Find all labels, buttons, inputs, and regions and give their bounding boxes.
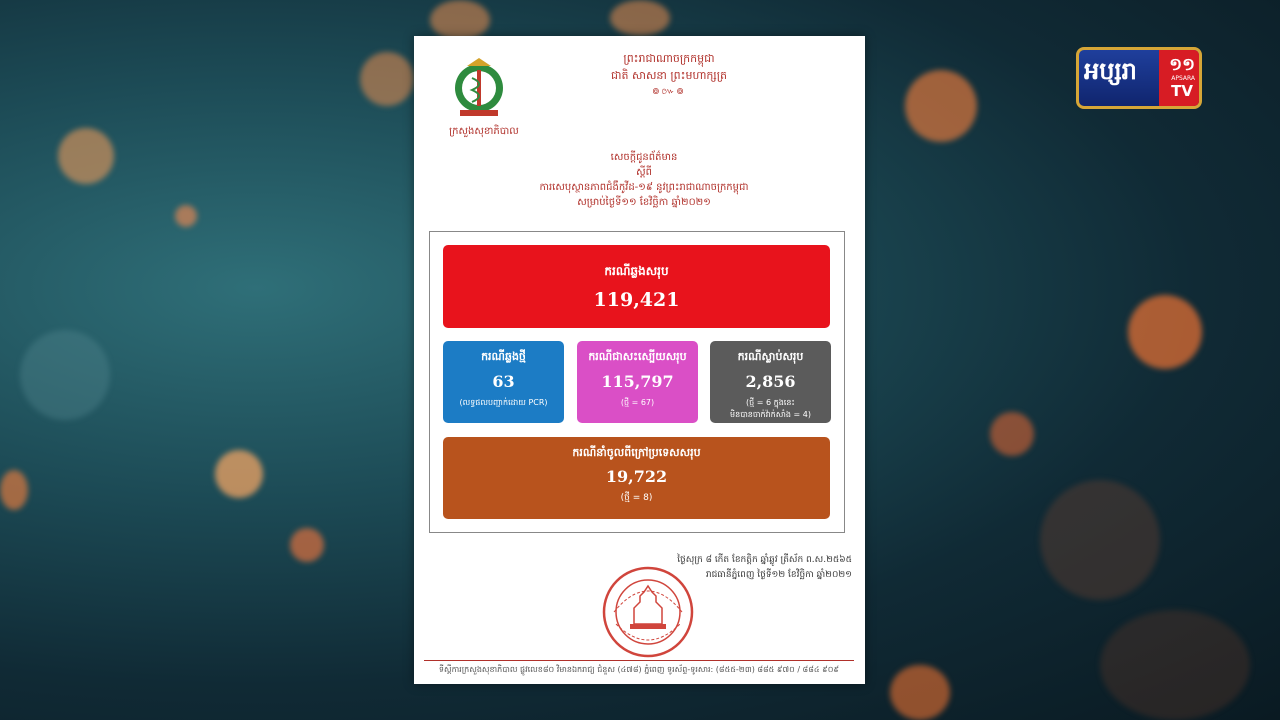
pr-title-line: សេចក្តីជូនព័ត៌មាន: [610, 152, 678, 163]
pr-title-line: សម្រាប់ថ្ងៃទី១១ ខែវិច្ឆិកា ឆ្នាំ២០២១: [577, 197, 711, 208]
imported-cases-card: [443, 437, 830, 519]
bokeh-light: [215, 450, 263, 498]
bokeh-light: [20, 330, 110, 420]
card-note-line: (ថ្មី = 6 ក្នុងនេះ: [746, 398, 795, 407]
new-cases-card: [443, 341, 564, 423]
bokeh-light: [430, 0, 490, 40]
ministry-name: ក្រសួងសុខាភិបាល: [449, 126, 519, 137]
kingdom-motto: ជាតិ សាសនា ព្រះមហាក្សត្រ: [611, 69, 727, 82]
kingdom-heading: [554, 50, 784, 101]
bokeh-light: [990, 412, 1034, 456]
official-seal-stamp: [600, 564, 696, 660]
card-note-line: មិនបានចាក់វ៉ាក់សាំង = 4): [730, 410, 811, 419]
card-label: ករណីជាសះស្បើយសរុប: [588, 350, 687, 363]
logo-brand: APSARA: [1171, 75, 1195, 82]
bokeh-light: [1100, 610, 1250, 720]
bokeh-light: [290, 528, 324, 562]
bokeh-light: [1128, 295, 1202, 369]
bokeh-light: [905, 70, 977, 142]
apsara-tv-logo: [1076, 47, 1202, 109]
total-cases-card: [443, 245, 830, 328]
bokeh-light: [0, 470, 28, 510]
press-release-document: [414, 36, 865, 684]
ministry-crest-logo: [450, 56, 508, 118]
issue-date: រាជធានីភ្នំពេញ ថ្ងៃទី១២ ខែវិច្ឆិកា ឆ្នាំ២០២១: [705, 570, 852, 580]
pr-title-line: ការសេបុស្ថានភាពជំងឺកូវីដ-១៩ នូវព្រះរាជាណាចក្រកម្ពុជា: [539, 182, 749, 193]
bokeh-light: [175, 205, 197, 227]
card-label: ករណីនាំចូលពីក្រៅប្រទេសសរុប: [572, 446, 701, 459]
logo-channel-name: អប្សរា: [1084, 57, 1137, 85]
card-value: 115,797: [601, 372, 674, 391]
recovered-card: [577, 341, 698, 423]
footer-address: ទីស្តីការក្រសួងសុខាភិបាល ផ្លូវលេខ៨០ វិមានឯករាជ្យ ជំនួស (៤៧៨) ភ្នំពេញ ទូរស័ព្ទ-ទូរសារ: (៨៥៥-២៣) ៨៨៥ ៩៧០ / ៨៨៤ ៩០៩: [438, 665, 840, 674]
bokeh-light: [58, 128, 114, 184]
press-release-title: [514, 150, 774, 210]
bokeh-light: [890, 665, 950, 720]
bokeh-light: [1040, 480, 1160, 600]
logo-channel-number: ១១: [1169, 55, 1195, 75]
card-note: (លទ្ធផលបញ្ជាក់ដោយ PCR): [459, 398, 548, 407]
card-label: ករណីឆ្លងសរុប: [604, 264, 669, 278]
bokeh-light: [610, 0, 670, 36]
lunar-date: ថ្ងៃសុក្រ ៨ កើត ខែកត្តិក ឆ្នាំឆ្លូវ ត្រីស័ក ព.ស.២៥៦៥: [677, 555, 852, 565]
card-value: 2,856: [745, 372, 796, 391]
logo-tv: TV: [1171, 82, 1193, 100]
card-label: ករណីឆ្លងថ្មី: [481, 350, 526, 363]
card-label: ករណីស្លាប់សរុប: [737, 350, 804, 363]
pr-title-line: ស្តីពី: [636, 167, 652, 178]
card-value: 63: [492, 372, 515, 391]
card-note: (ថ្មី = 8): [620, 493, 653, 503]
deaths-card: [710, 341, 831, 423]
card-note: [710, 397, 831, 421]
bokeh-light: [360, 52, 414, 106]
card-value: 119,421: [593, 289, 680, 311]
kingdom-title: ព្រះរាជាណាចក្រកម្ពុជា: [623, 52, 715, 65]
card-value: 19,722: [605, 467, 668, 486]
card-note: (ថ្មី = 67): [620, 398, 655, 407]
footer-divider: [424, 660, 854, 661]
ornament: ៙៚៙: [652, 87, 686, 97]
